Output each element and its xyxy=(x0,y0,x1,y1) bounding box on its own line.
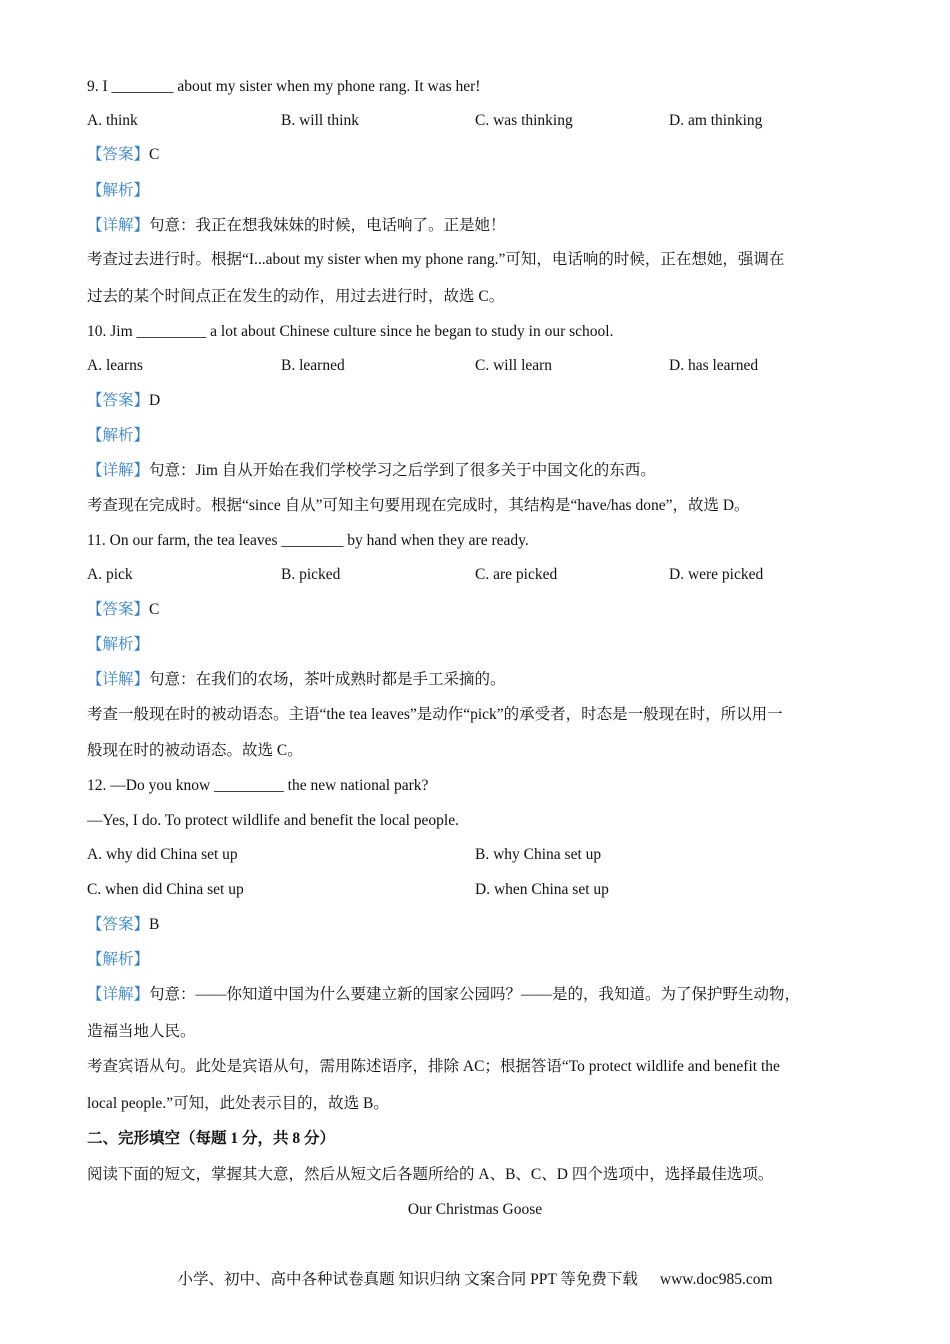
question-10-option-c: C. will learn xyxy=(475,357,553,374)
question-10-option-b: B. learned xyxy=(281,357,345,374)
question-9-option-c: C. was thinking xyxy=(475,112,573,129)
question-9-option-a: A. think xyxy=(87,112,138,129)
question-9-option-b: B. will think xyxy=(281,112,359,129)
question-9-answer xyxy=(87,145,159,165)
answer-value: C xyxy=(149,601,160,618)
question-11-option-a: A. pick xyxy=(87,566,133,583)
detail-text: 句意：我正在想我妹妹的时候，电话响了。正是她！ xyxy=(149,217,506,234)
question-11-stem: 11. On our farm, the tea leaves ________ by hand when they are ready. xyxy=(87,532,529,549)
question-11-explanation-2: 般现在时的被动语态。故选 C。 xyxy=(87,742,303,759)
passage-title: Our Christmas Goose xyxy=(407,1201,543,1218)
detail-text: 句意：Jim 自从开始在我们学校学习之后学到了很多关于中国文化的东西。 xyxy=(149,462,656,479)
detail-tag: 【详解】 xyxy=(87,217,150,234)
question-11-option-c: C. are picked xyxy=(475,566,558,583)
answer-tag: 【答案】 xyxy=(87,916,150,933)
question-10-detail xyxy=(87,461,656,481)
answer-tag: 【答案】 xyxy=(87,392,150,409)
question-12-explanation-2: local people.”可知，此处表示目的，故选 B。 xyxy=(87,1095,389,1112)
question-11-answer xyxy=(87,600,159,620)
question-10-explanation-1: 考查现在完成时。根据“since 自从”可知主句要用现在完成时，其结构是“have/has done”，故选 D。 xyxy=(87,497,750,514)
question-10-option-a: A. learns xyxy=(87,357,143,374)
question-12-answer xyxy=(87,915,159,935)
question-9-explanation-1: 考查过去进行时。根据“I...about my sister when my phone rang.”可知，电话响的时候，正在想她，强调在 xyxy=(87,251,785,268)
question-12-option-c: C. when did China set up xyxy=(87,881,244,898)
question-10-analysis-tag: 【解析】 xyxy=(87,427,150,444)
answer-tag: 【答案】 xyxy=(87,146,150,163)
answer-value: B xyxy=(149,916,160,933)
question-12-option-d: D. when China set up xyxy=(475,881,609,898)
question-11-analysis-tag: 【解析】 xyxy=(87,636,150,653)
footer-text: 小学、初中、高中各种试卷真题 知识归纳 文案合同 PPT 等免费下载 xyxy=(177,1271,638,1288)
question-12-analysis-tag: 【解析】 xyxy=(87,951,150,968)
question-10-answer xyxy=(87,391,160,411)
question-11-option-d: D. were picked xyxy=(669,566,764,583)
section-heading: 二、完形填空（每题 1 分，共 8 分） xyxy=(87,1130,336,1147)
detail-text: 句意：在我们的农场，茶叶成熟时都是手工采摘的。 xyxy=(149,671,506,688)
section-instruction: 阅读下面的短文，掌握其大意，然后从短文后各题所给的 A、B、C、D 四个选项中，选择最佳选项。 xyxy=(87,1166,774,1183)
question-9-explanation-2: 过去的某个时间点正在发生的动作，用过去进行时，故选 C。 xyxy=(87,288,505,305)
question-12-option-a: A. why did China set up xyxy=(87,846,238,863)
question-9-detail xyxy=(87,216,506,236)
detail-tag: 【详解】 xyxy=(87,986,150,1003)
answer-value: C xyxy=(149,146,160,163)
question-9-analysis-tag: 【解析】 xyxy=(87,182,150,199)
detail-tag: 【详解】 xyxy=(87,462,150,479)
page-footer xyxy=(0,1270,950,1290)
detail-text: 句意：——你知道中国为什么要建立新的国家公园吗？——是的，我知道。为了保护野生动物， xyxy=(149,986,801,1003)
question-9-option-d: D. am thinking xyxy=(669,112,763,129)
question-10-option-d: D. has learned xyxy=(669,357,759,374)
question-10-stem: 10. Jim _________ a lot about Chinese culture since he began to study in our school. xyxy=(87,323,614,340)
question-9-stem: 9. I ________ about my sister when my phone rang. It was her! xyxy=(87,78,481,95)
footer-site-link[interactable]: www.doc985.com xyxy=(659,1271,773,1288)
question-12-detail xyxy=(87,985,800,1005)
question-11-explanation-1: 考查一般现在时的被动语态。主语“the tea leaves”是动作“pick”的承受者，时态是一般现在时，所以用一 xyxy=(87,706,783,723)
question-11-option-b: B. picked xyxy=(281,566,341,583)
question-12-option-b: B. why China set up xyxy=(475,846,602,863)
question-12-stem: 12. —Do you know _________ the new national park? xyxy=(87,777,429,794)
answer-tag: 【答案】 xyxy=(87,601,150,618)
question-12-reply: —Yes, I do. To protect wildlife and benefit the local people. xyxy=(87,812,459,829)
question-11-detail xyxy=(87,670,506,690)
question-12-explanation-1: 考查宾语从句。此处是宾语从句，需用陈述语序，排除 AC；根据答语“To protect wildlife and benefit the xyxy=(87,1058,780,1075)
answer-value: D xyxy=(149,392,161,409)
question-12-detail-2: 造福当地人民。 xyxy=(87,1023,196,1040)
detail-tag: 【详解】 xyxy=(87,671,150,688)
